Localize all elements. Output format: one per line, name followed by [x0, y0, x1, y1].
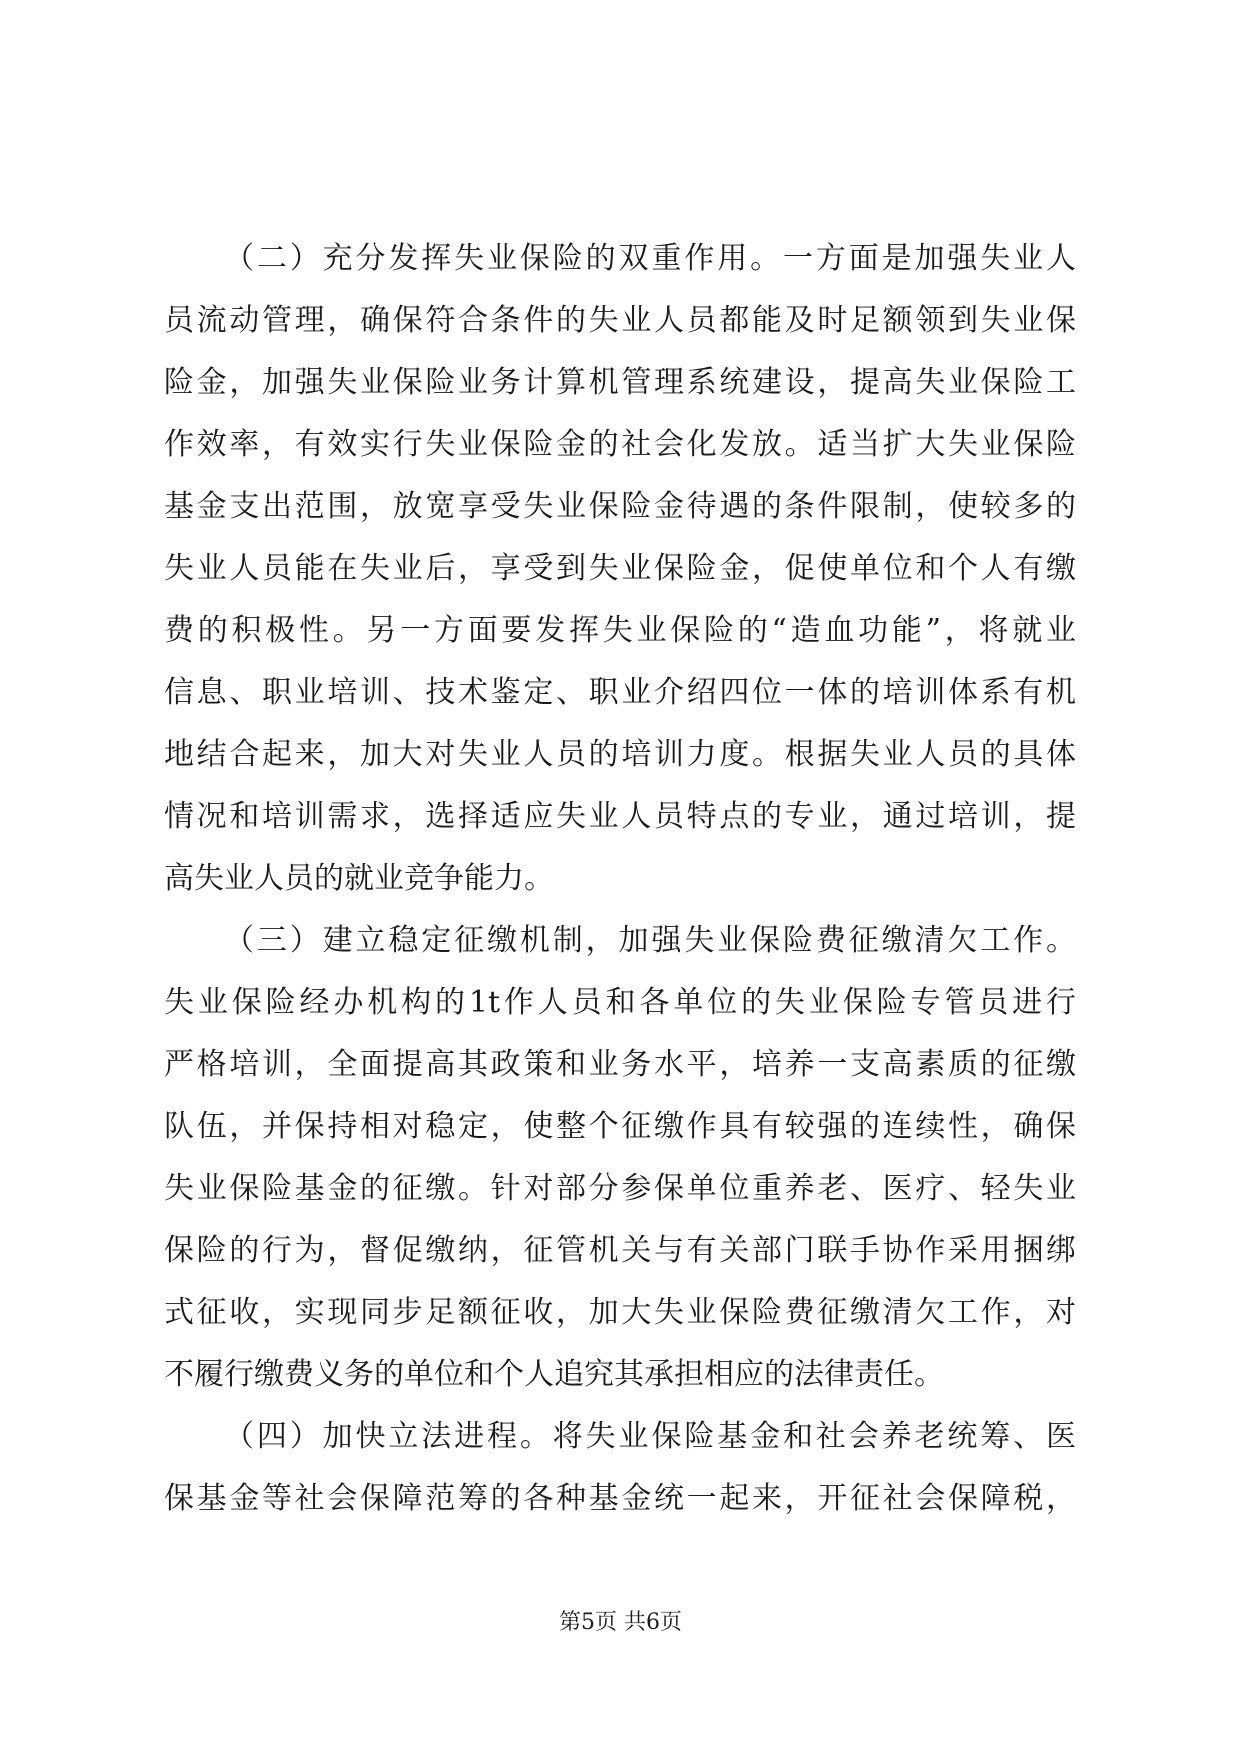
text-line: 队伍，并保持相对稳定，使整个征缴作具有较强的连续性，确保 [164, 1109, 1076, 1144]
text-line: 式征收，实现同步足额征收，加大失业保险费征缴清欠工作，对 [164, 1295, 1076, 1330]
text-line: 情况和培训需求，选择适应失业人员特点的专业，通过培训，提 [164, 799, 1076, 834]
text-line: 作效率，有效实行失业保险金的社会化发放。适当扩大失业保险 [164, 427, 1076, 462]
paragraph-4-heading-line: （四）加快立法进程。将失业保险基金和社会养老统筹、医 [224, 1419, 1076, 1454]
text-line: 费的积极性。另一方面要发挥失业保险的“造血功能”，将就业 [164, 613, 1076, 648]
text-line: 失业保险基金的征缴。针对部分参保单位重养老、医疗、轻失业 [164, 1171, 1076, 1206]
text-line: 地结合起来，加大对失业人员的培训力度。根据失业人员的具体 [164, 737, 1076, 772]
text-line: 保基金等社会保障范筹的各种基金统一起来，开征社会保障税， [164, 1481, 1076, 1516]
text-line: 保险的行为，督促缴纳，征管机关与有关部门联手协作采用捆绑 [164, 1233, 1076, 1268]
text-line: 失业人员能在失业后，享受到失业保险金，促使单位和个人有缴 [164, 551, 1076, 586]
document-body [164, 228, 1076, 1530]
text-line: 不履行缴费义务的单位和个人追究其承担相应的法律责任。 [164, 1357, 944, 1392]
text-line: 高失业人员的就业竞争能力。 [164, 861, 554, 896]
paragraph-3-heading-line: （三）建立稳定征缴机制，加强失业保险费征缴清欠工作。 [224, 923, 1076, 958]
text-line: 失业保险经办机构的1t作人员和各单位的失业保险专管员进行 [164, 985, 1076, 1020]
text-line: 险金，加强失业保险业务计算机管理系统建设，提高失业保险工 [164, 365, 1076, 400]
text-line: 基金支出范围，放宽享受失业保险金待遇的条件限制，使较多的 [164, 489, 1076, 524]
page-number-footer: 第5页 共6页 [559, 1610, 682, 1635]
paragraph-2-heading-line: （二）充分发挥失业保险的双重作用。一方面是加强失业人 [224, 241, 1076, 276]
text-line: 信息、职业培训、技术鉴定、职业介绍四位一体的培训体系有机 [164, 675, 1076, 710]
text-line: 严格培训，全面提高其政策和业务水平，培养一支高素质的征缴 [164, 1047, 1076, 1082]
text-line: 员流动管理，确保符合条件的失业人员都能及时足额领到失业保 [164, 303, 1076, 338]
